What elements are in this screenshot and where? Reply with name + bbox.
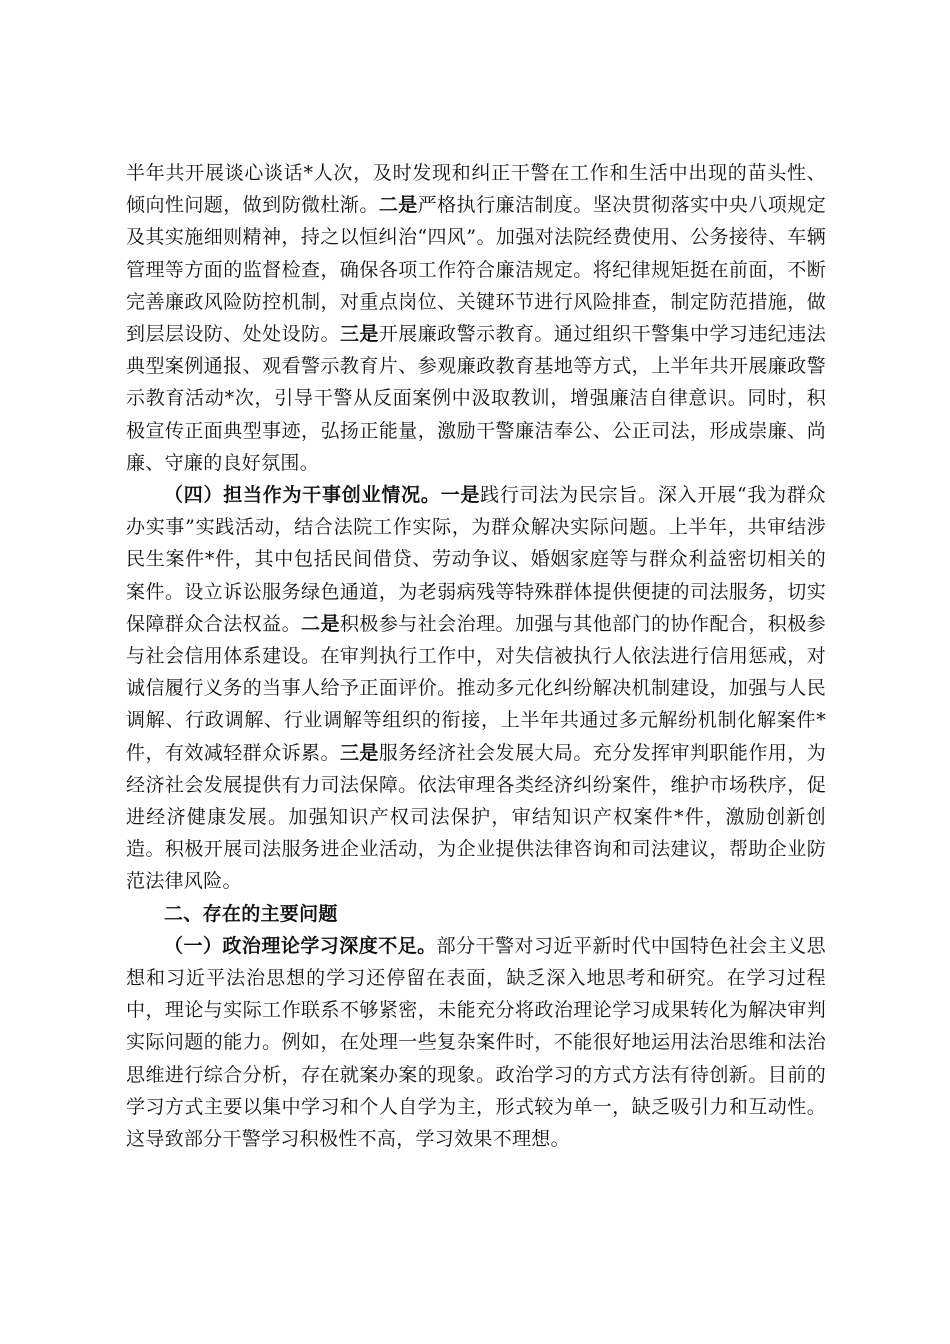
paragraph-text-run: 严格执行廉洁制度。坚决贯彻落实中央八项规定及其实施细则精神，持之以恒纠治“四风”。加强对法院经费使用、公务接待、车辆管理等方面的监督检查，确保各项工作符合廉洁规定。将纪律规矩挺在前面，不断完善廉政风险防控机制，对重点岗位、关键环节进行风险排查，制定防范措施，做到层层设防、处处设防。: [126, 194, 826, 346]
paragraph-bold-marker: 一是: [440, 484, 481, 507]
paragraph-bold-marker: 二是: [301, 612, 340, 635]
paragraph-problem-one: [126, 930, 826, 1155]
paragraph-text-run: 部分干警对习近平新时代中国特色社会主义思想和习近平法治思想的学习还停留在表面，缺乏深入地思考和研究。在学习过程中，理论与实际工作联系不够紧密，未能充分将政治理论学习成果转化为解决审判实际问题的能力。例如，在处理一些复杂案件时，不能很好地运用法治思维和法治思维进行综合分析，存在就案办案的现象。政治学习的方式方法有待创新。目前的学习方式主要以集中学习和个人自学为主，形式较为单一，缺乏吸引力和互动性。这导致部分干警学习积极性不高，学习效果不理想。: [126, 934, 826, 1151]
paragraph-text-run: 开展廉政警示教育。通过组织干警集中学习违纪违法典型案例通报、观看警示教育片、参观廉政教育基地等方式，上半年共开展廉政警示教育活动*次，引导干警从反面案例中汲取教训，增强廉洁自律意识。同时，积极宣传正面典型事迹，弘扬正能量，激励干警廉洁奉公、公正司法，形成崇廉、尚廉、守廉的良好氛围。: [126, 323, 826, 474]
section-heading: （四）担当作为干事创业情况。: [164, 484, 441, 507]
paragraph-bold-marker: 三是: [339, 741, 379, 764]
paragraph-text-run: 半年共开展谈心谈话*人次，及时发现和纠正干警在工作和生活中出现的苗头性、倾向性问题，做到防微杜渐。: [126, 162, 826, 217]
document-body: [126, 157, 826, 1155]
paragraph-text-run: 积极参与社会治理。加强与其他部门的协作配合，积极参与社会信用体系建设。在审判执行工作中，对失信被执行人依法进行信用惩戒，对诚信履行义务的当事人给予正面评价。推动多元化纠纷解决机制建设，加强与人民调解、行政调解、行业调解等组织的衔接，上半年共通过多元解纷机制化解案件*件，有效减轻群众诉累。: [126, 612, 826, 764]
paragraph-text-run: 服务经济社会发展大局。充分发挥审判职能作用，为经济社会发展提供有力司法保障。依法审理各类经济纠纷案件，维护市场秩序，促进经济健康发展。加强知识产权司法保护，审结知识产权案件*件，激励创新创造。积极开展司法服务进企业活动，为企业提供法律咨询和司法建议，帮助企业防范法律风险。: [126, 741, 826, 893]
paragraph-bold-marker: 三是: [339, 323, 379, 346]
paragraph-bold-marker: 二是: [378, 194, 418, 217]
paragraph-section-four: [126, 479, 826, 898]
paragraph-integrity-continued: [126, 157, 826, 479]
chapter-heading: 二、存在的主要问题: [164, 902, 338, 925]
paragraph-text-run: 践行司法为民宗旨。深入开展“我为群众办实事”实践活动，结合法院工作实际，为群众解决实际问题。上半年，共审结涉民生案件*件，其中包括民间借贷、劳动争议、婚姻家庭等与群众利益密切相关的案件。设立诉讼服务绿色通道，为老弱病残等特殊群体提供便捷的司法服务，切实保障群众合法权益。: [126, 484, 826, 635]
section-heading: （一）政治理论学习深度不足。: [164, 934, 437, 957]
chapter-heading-problems: [126, 898, 826, 930]
